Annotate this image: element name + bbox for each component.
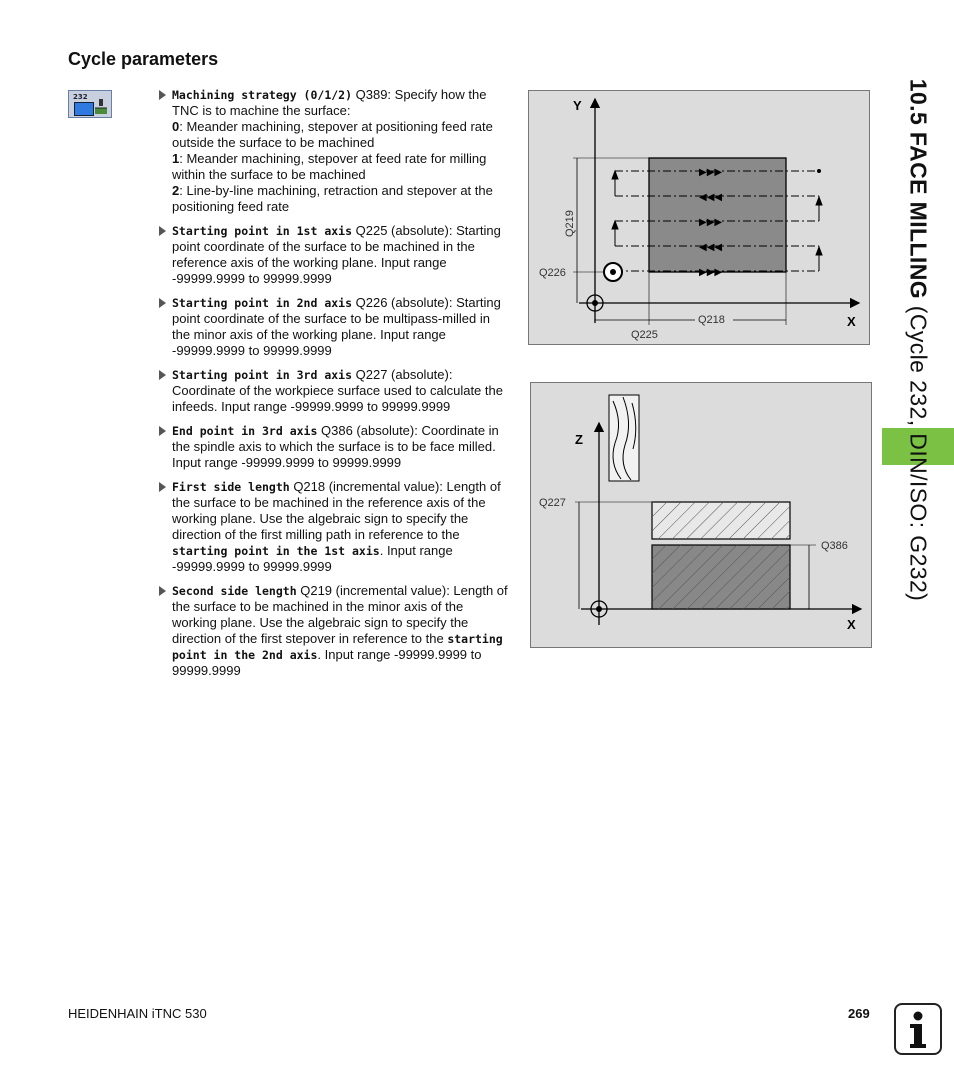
end-mill-icon xyxy=(609,395,639,481)
bullet-arrow-icon xyxy=(159,426,166,436)
option-2-text: : Line-by-line machining, retraction and stepover at the positioning feed rate xyxy=(172,183,493,214)
figure-xz-plane xyxy=(530,382,872,648)
param-end-3rd-axis xyxy=(158,423,510,471)
param-name: Starting point in 1st axis xyxy=(172,224,353,238)
dim-q227: Q227 xyxy=(539,497,566,509)
option-1: 1 xyxy=(172,151,180,166)
param-name: First side length xyxy=(172,480,290,494)
param-start-2nd-axis xyxy=(158,295,510,359)
param-name: Second side length xyxy=(172,584,297,598)
xy-diagram xyxy=(529,91,869,344)
param-desc: Q218 (incremental value): Length of the surface to be machined in the reference axis of the working plane. Use the algebraic sign to specify the direction of the first milling path in reference to the xyxy=(172,479,501,542)
bullet-arrow-icon xyxy=(159,226,166,236)
param-second-side-length xyxy=(158,583,510,679)
xz-diagram xyxy=(531,383,871,647)
svg-text:◀◀◀: ◀◀◀ xyxy=(699,192,723,203)
option-2: 2 xyxy=(172,183,180,198)
param-desc: Q227 (absolute): Coordinate of the workpiece surface used to calculate the infeeds. Input range -99999.9999 to 99999.9999 xyxy=(172,367,503,414)
svg-text:◀◀◀: ◀◀◀ xyxy=(699,242,723,253)
param-ref: starting point in the 1st axis xyxy=(172,544,380,558)
param-tail: . Input range -99999.9999 to 99999.9999 xyxy=(172,647,482,678)
z-axis-label: Z xyxy=(575,432,583,447)
chapter-tab-title xyxy=(905,79,932,601)
face-milling-cycle-icon xyxy=(94,99,108,115)
option-1-text: : Meander machining, stepover at feed rate for milling within the surface to be machined xyxy=(172,151,487,182)
bullet-arrow-icon xyxy=(159,90,166,100)
param-ref: starting point in the 2nd axis xyxy=(172,632,503,662)
y-axis-label: Y xyxy=(573,98,582,113)
param-start-3rd-axis xyxy=(158,367,510,415)
dim-q218: Q218 xyxy=(698,314,725,326)
bullet-arrow-icon xyxy=(159,370,166,380)
param-desc: Q226 (absolute): Starting point coordinate of the surface to be multipass-milled in the minor axis of the working plane. Input range -99999.9999 to 99999.9999 xyxy=(172,295,501,358)
figure-xy-plane xyxy=(528,90,870,345)
chapter-tab-title-rest: (Cycle 232, DIN/ISO: G232) xyxy=(905,299,932,602)
svg-text:▶▶▶: ▶▶▶ xyxy=(699,267,723,278)
param-name: Starting point in 3rd axis xyxy=(172,368,353,382)
svg-text:▶▶▶: ▶▶▶ xyxy=(699,167,723,178)
param-tail: . Input range -99999.9999 to 99999.9999 xyxy=(172,543,453,574)
chapter-tab-title-bold: 10.5 FACE MILLING xyxy=(905,78,932,299)
option-0-text: : Meander machining, stepover at positioning feed rate outside the surface to be machined xyxy=(172,119,493,150)
x-axis-label: X xyxy=(847,314,856,329)
param-name: Machining strategy (0/1/2) xyxy=(172,88,353,102)
cycle-number: 232 xyxy=(73,93,88,101)
dim-q225: Q225 xyxy=(631,329,658,341)
x-axis-label: X xyxy=(847,617,856,632)
param-desc: Q219 (incremental value): Length of the surface to be machined in the minor axis of the working plane. Use the algebraic sign to specify the direction of the first stepover in reference to the xyxy=(172,583,508,646)
option-0: 0 xyxy=(172,119,180,134)
param-start-1st-axis xyxy=(158,223,510,287)
dim-q219: Q219 xyxy=(564,210,576,237)
bullet-arrow-icon xyxy=(159,586,166,596)
section-title: Cycle parameters xyxy=(68,49,219,69)
footer-manual-name: HEIDENHAIN iTNC 530 xyxy=(68,1006,207,1021)
dim-q226: Q226 xyxy=(539,267,566,279)
page-number: 269 xyxy=(848,1006,870,1021)
parameter-list xyxy=(158,87,510,687)
param-name: End point in 3rd axis xyxy=(172,424,318,438)
dim-q386: Q386 xyxy=(821,540,848,552)
param-desc: Q386 (absolute): Coordinate in the spindle axis to which the surface is to be face milled. Input range -99999.9999 to 99999.9999 xyxy=(172,423,499,470)
bullet-arrow-icon xyxy=(159,298,166,308)
param-desc: Q389: Specify how the TNC is to machine the surface: xyxy=(172,87,487,118)
info-icon xyxy=(894,1003,942,1055)
bullet-arrow-icon xyxy=(159,482,166,492)
screen-graphic xyxy=(74,102,94,116)
param-first-side-length xyxy=(158,479,510,575)
param-name: Starting point in 2nd axis xyxy=(172,296,353,310)
svg-text:▶▶▶: ▶▶▶ xyxy=(699,217,723,228)
param-machining-strategy xyxy=(158,87,510,215)
param-desc: Q225 (absolute): Starting point coordinate of the surface to be machined in the reference axis of the working plane. Input range -99999.9999 to 99999.9999 xyxy=(172,223,501,286)
cycle-232-softkey-icon xyxy=(68,90,112,118)
